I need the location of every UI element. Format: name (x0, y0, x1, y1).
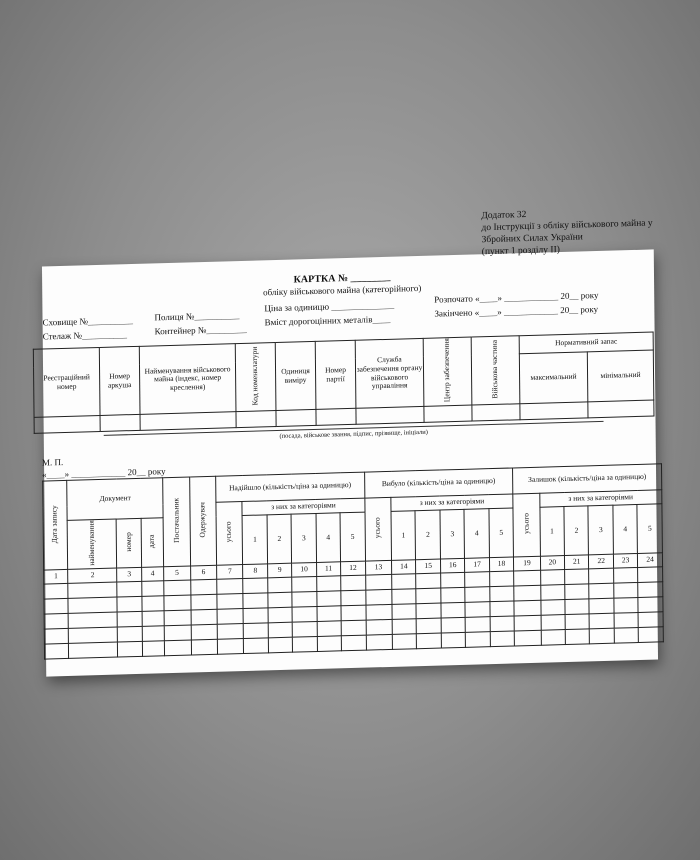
table-cell (514, 585, 541, 601)
table-cell (118, 641, 143, 657)
table-cell (292, 577, 317, 593)
table-cell (540, 585, 565, 601)
table-cell (417, 618, 442, 634)
table-cell (490, 631, 515, 647)
col-num: 20 (540, 556, 565, 571)
table-cell (317, 591, 342, 607)
col-num: 21 (564, 555, 589, 570)
table-cell (118, 626, 143, 642)
annex-line-4: (пункт 1 розділу ІІ) (481, 245, 560, 258)
table-cell (268, 592, 293, 608)
col-num: 15 (416, 559, 441, 574)
table-cell (416, 588, 441, 604)
header-unit: Одиниця виміру (275, 341, 316, 410)
table-cell (164, 610, 191, 626)
table-cell (164, 625, 191, 641)
category-4: 4 (316, 513, 341, 563)
table-cell (565, 599, 590, 615)
table-cell (590, 613, 615, 629)
header-sheet-number: Номер аркуша (99, 346, 140, 415)
table-cell (441, 572, 466, 588)
table-cell (366, 604, 393, 620)
table-cell (69, 627, 118, 643)
col-num: 13 (365, 560, 392, 575)
table-cell (589, 583, 614, 599)
table-cell (365, 574, 392, 590)
table-cell (639, 627, 664, 643)
table-cell (268, 637, 293, 653)
header-issued-categories: з них за категоріями (391, 494, 513, 511)
table-cell (68, 582, 117, 598)
table-cell (590, 628, 615, 644)
seal-mark: М. П. (41, 457, 64, 468)
table-cell (292, 607, 317, 623)
table-cell (69, 612, 118, 628)
table-cell (117, 581, 142, 597)
header-document: Документ (67, 478, 163, 521)
header-registration-number: Реєстраційний номер (33, 347, 100, 417)
col-num: 3 (117, 567, 142, 582)
card-subtitle: обліку військового майна (категорійного) (262, 282, 422, 298)
col-num: 6 (190, 565, 217, 580)
col-num: 17 (465, 558, 490, 573)
header-military-unit: Військова частина (489, 339, 500, 399)
header-property-name: Найменування військового майна (індекс, номер креслення) (139, 344, 236, 415)
header-normative-stock: Нормативний запас (519, 332, 653, 354)
col-num: 8 (243, 564, 268, 579)
table-cell (541, 600, 566, 616)
table-cell (466, 632, 491, 648)
table-cell (164, 595, 191, 611)
col-num: 7 (217, 565, 244, 580)
table-cell (341, 620, 366, 636)
table-cell (514, 600, 541, 616)
field-precious-metals: Вміст дорогоцінних металів____ (264, 313, 391, 328)
col-num: 23 (613, 554, 638, 569)
header-supply-service: Служба забезпечення органу військового управління (355, 338, 424, 408)
table-cell (317, 636, 342, 652)
table-cell (366, 634, 393, 650)
header-entry-date: Дата запису (49, 504, 60, 544)
table-cell (638, 597, 663, 613)
table-cell (341, 635, 366, 651)
header-balance: Залишок (кількість/ціна за одиницю) (513, 464, 662, 494)
table-cell (191, 639, 218, 655)
col-num: 2 (68, 568, 117, 583)
table-cell (244, 638, 269, 654)
table-cell (540, 570, 565, 586)
table-cell (293, 637, 318, 653)
table-cell (268, 607, 293, 623)
header-nomenclature-code: Код номенклатури (249, 346, 260, 406)
table-cell (565, 629, 590, 645)
table-cell (244, 623, 269, 639)
header-balance-total: усього (521, 513, 531, 535)
table-cell (217, 579, 244, 595)
header-doc-date: дата (146, 534, 157, 549)
field-started: Розпочато «____» ____________ 20__ року (434, 289, 599, 305)
table-cell (465, 587, 490, 603)
col-num: 16 (440, 558, 465, 573)
header-received-total: усього (224, 521, 234, 543)
category-3: 3 (440, 509, 465, 559)
signature-caption: (посада, військове звання, підпис, прізвище, ініціали) (279, 428, 428, 440)
seal-date: «____» ____________ 20__ року (42, 466, 166, 480)
table-cell (164, 580, 191, 596)
category-4: 4 (613, 504, 638, 554)
category-1: 1 (540, 507, 565, 557)
table-cell (465, 572, 490, 588)
table-cell (490, 616, 515, 632)
table-cell (614, 613, 639, 629)
col-num: 5 (164, 566, 191, 581)
header-maximum: максимальний (519, 352, 587, 404)
category-2: 2 (564, 506, 589, 556)
form-sheet (41, 209, 658, 676)
category-1: 1 (243, 515, 268, 565)
table-cell (341, 590, 366, 606)
header-minimum: мінімальний (587, 350, 653, 402)
table-cell (392, 604, 417, 620)
table-cell (465, 617, 490, 633)
annex-line-2: до Інструкції з обліку військового майна у (481, 218, 653, 234)
col-num: 4 (141, 567, 164, 582)
col-num: 19 (514, 556, 541, 571)
col-num: 12 (341, 561, 366, 576)
table-cell (217, 594, 244, 610)
table-cell (69, 642, 118, 658)
table-cell (142, 641, 165, 657)
card-title: КАРТКА № ________ (293, 271, 391, 286)
header-doc-number: номер (123, 532, 133, 552)
category-5: 5 (489, 508, 514, 558)
table-cell (117, 596, 142, 612)
table-cell (416, 573, 441, 589)
category-1: 1 (391, 511, 416, 561)
category-2: 2 (415, 510, 440, 560)
table-cell (416, 603, 441, 619)
movement-table (42, 463, 664, 659)
table-cell (292, 592, 317, 608)
table-cell (614, 583, 639, 599)
table-cell (565, 584, 590, 600)
field-storage: Сховище №__________ (42, 315, 134, 328)
table-cell (191, 609, 218, 625)
table-cell (243, 578, 268, 594)
header-issued: Вибуло (кількість/ціна за одиницю) (364, 468, 513, 498)
table-cell (217, 624, 244, 640)
table-cell (191, 624, 218, 640)
table-cell (317, 621, 342, 637)
col-num: 22 (589, 554, 614, 569)
table-cell (589, 568, 614, 584)
table-cell (317, 606, 342, 622)
table-cell (341, 605, 366, 621)
table-cell (44, 643, 69, 659)
table-cell (613, 568, 638, 584)
category-2: 2 (267, 514, 292, 564)
table-cell (142, 626, 165, 642)
header-doc-name: найменування (86, 520, 97, 566)
table-cell (190, 594, 217, 610)
field-shelf: Полиця №__________ (154, 310, 240, 323)
table-cell (565, 614, 590, 630)
table-cell (638, 582, 663, 598)
table-cell (293, 622, 318, 638)
table-cell (392, 619, 417, 635)
field-rack: Стелаж №__________ (42, 329, 128, 342)
table-cell (365, 589, 392, 605)
field-unit-price: Ціна за одиницю ______________ (264, 299, 395, 314)
table-cell (392, 574, 417, 590)
col-num: 18 (489, 557, 514, 572)
table-cell (68, 597, 117, 613)
table-cell (490, 586, 515, 602)
field-finished: Закінчено «____» ____________ 20__ року (434, 304, 599, 319)
table-cell (392, 589, 417, 605)
table-cell (366, 619, 393, 635)
table-cell (217, 609, 244, 625)
category-3: 3 (291, 513, 316, 563)
col-num: 11 (316, 562, 341, 577)
header-issued-total: усього (372, 517, 382, 539)
table-cell (217, 639, 244, 655)
table-cell (514, 570, 541, 586)
table-cell (514, 630, 541, 646)
table-cell (44, 628, 69, 644)
table-cell (614, 628, 639, 644)
header-supplier: Постачальник (170, 497, 181, 544)
table-cell (244, 608, 269, 624)
table-cell (638, 567, 663, 583)
category-3: 3 (588, 505, 613, 555)
table-cell (117, 611, 142, 627)
table-cell (441, 632, 466, 648)
table-cell (44, 598, 69, 614)
table-cell (392, 634, 417, 650)
category-5: 5 (340, 512, 365, 562)
table-cell (441, 587, 466, 603)
table-cell (541, 630, 566, 646)
col-num: 24 (638, 553, 663, 568)
table-cell (489, 571, 514, 587)
table-cell (465, 602, 490, 618)
header-received-categories: з них за категоріями (242, 498, 364, 515)
table-cell (417, 633, 442, 649)
table-cell (44, 583, 69, 599)
table-cell (44, 613, 69, 629)
category-5: 5 (637, 504, 662, 554)
table-cell (589, 598, 614, 614)
annex-line-3: Збройних Силах України (481, 232, 583, 246)
col-num: 9 (267, 563, 292, 578)
table-cell (541, 615, 566, 631)
header-recipient: Одержувач (197, 502, 207, 538)
category-4: 4 (464, 509, 489, 559)
table-cell (190, 579, 217, 595)
header-received: Надійшло (кількість/ціна за одиницю) (216, 472, 365, 502)
col-num: 10 (292, 563, 317, 578)
table-cell (638, 612, 663, 628)
header-balance-categories: з них за категоріями (539, 490, 661, 507)
table-cell (243, 593, 268, 609)
col-num: 14 (392, 560, 417, 575)
property-info-table (33, 331, 655, 433)
table-cell (141, 581, 164, 597)
table-cell (490, 601, 515, 617)
table-cell (142, 596, 165, 612)
table-cell (268, 622, 293, 638)
annex-note (481, 205, 681, 259)
table-cell (268, 577, 293, 593)
table-cell (514, 615, 541, 631)
table-cell (142, 611, 165, 627)
field-container: Контейнер №_________ (154, 323, 247, 337)
table-cell (316, 576, 341, 592)
header-batch-number: Номер партії (315, 340, 356, 409)
table-cell (165, 640, 192, 656)
header-supply-center: Центр забезпечення (441, 338, 452, 403)
table-cell (614, 598, 639, 614)
table-cell (341, 575, 366, 591)
table-cell (441, 617, 466, 633)
table-cell (441, 602, 466, 618)
col-num: 1 (44, 569, 69, 584)
annex-line-1: Додаток 32 (481, 209, 527, 222)
table-cell (565, 569, 590, 585)
